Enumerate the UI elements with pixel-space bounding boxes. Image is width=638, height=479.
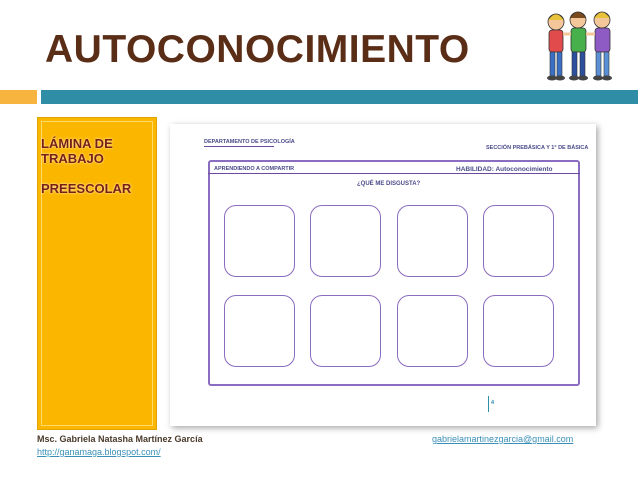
drawing-box	[224, 295, 295, 367]
footer-author: Msc. Gabriela Natasha Martínez García	[37, 434, 203, 444]
worksheet-page-number: 4	[491, 400, 495, 406]
sidebar-panel	[37, 117, 157, 430]
drawing-box	[397, 295, 468, 367]
footer-blog-link[interactable]: http://ganamaga.blogspot.com/	[37, 447, 161, 457]
drawing-box	[310, 205, 381, 277]
sidebar-line-2: TRABAJO	[41, 151, 104, 166]
children-illustration	[540, 6, 622, 84]
slide-title: AUTOCONOCIMIENTO	[45, 28, 470, 71]
accent-bar-orange	[0, 90, 37, 104]
worksheet-subtitle: APRENDIENDO A COMPARTIR	[214, 166, 295, 172]
drawing-box	[397, 205, 468, 277]
sidebar-line-1: LÁMINA DE	[41, 136, 113, 151]
accent-bar-teal	[41, 90, 638, 104]
drawing-box	[483, 205, 554, 277]
footer-email-link[interactable]: gabrielamartinezgarcia@gmail.com	[432, 434, 574, 444]
drawing-box	[224, 205, 295, 277]
drawing-box	[310, 295, 381, 367]
drawing-box	[483, 295, 554, 367]
worksheet-image	[170, 124, 596, 426]
page-number-line	[488, 396, 489, 412]
sidebar-line-3: PREESCOLAR	[41, 181, 132, 196]
worksheet-department: DEPARTAMENTO DE PSICOLOGÍA	[204, 139, 295, 145]
worksheet-skill: HABILIDAD: Autoconocimiento	[456, 166, 553, 173]
worksheet-section: SECCIÓN PREBÁSICA Y 1° DE BÁSICA	[486, 145, 589, 151]
worksheet-question: ¿QUÉ ME DISGUSTA?	[357, 181, 421, 187]
sidebar-inner-border	[41, 121, 153, 426]
header-divider	[208, 173, 580, 174]
department-underline	[204, 146, 274, 147]
